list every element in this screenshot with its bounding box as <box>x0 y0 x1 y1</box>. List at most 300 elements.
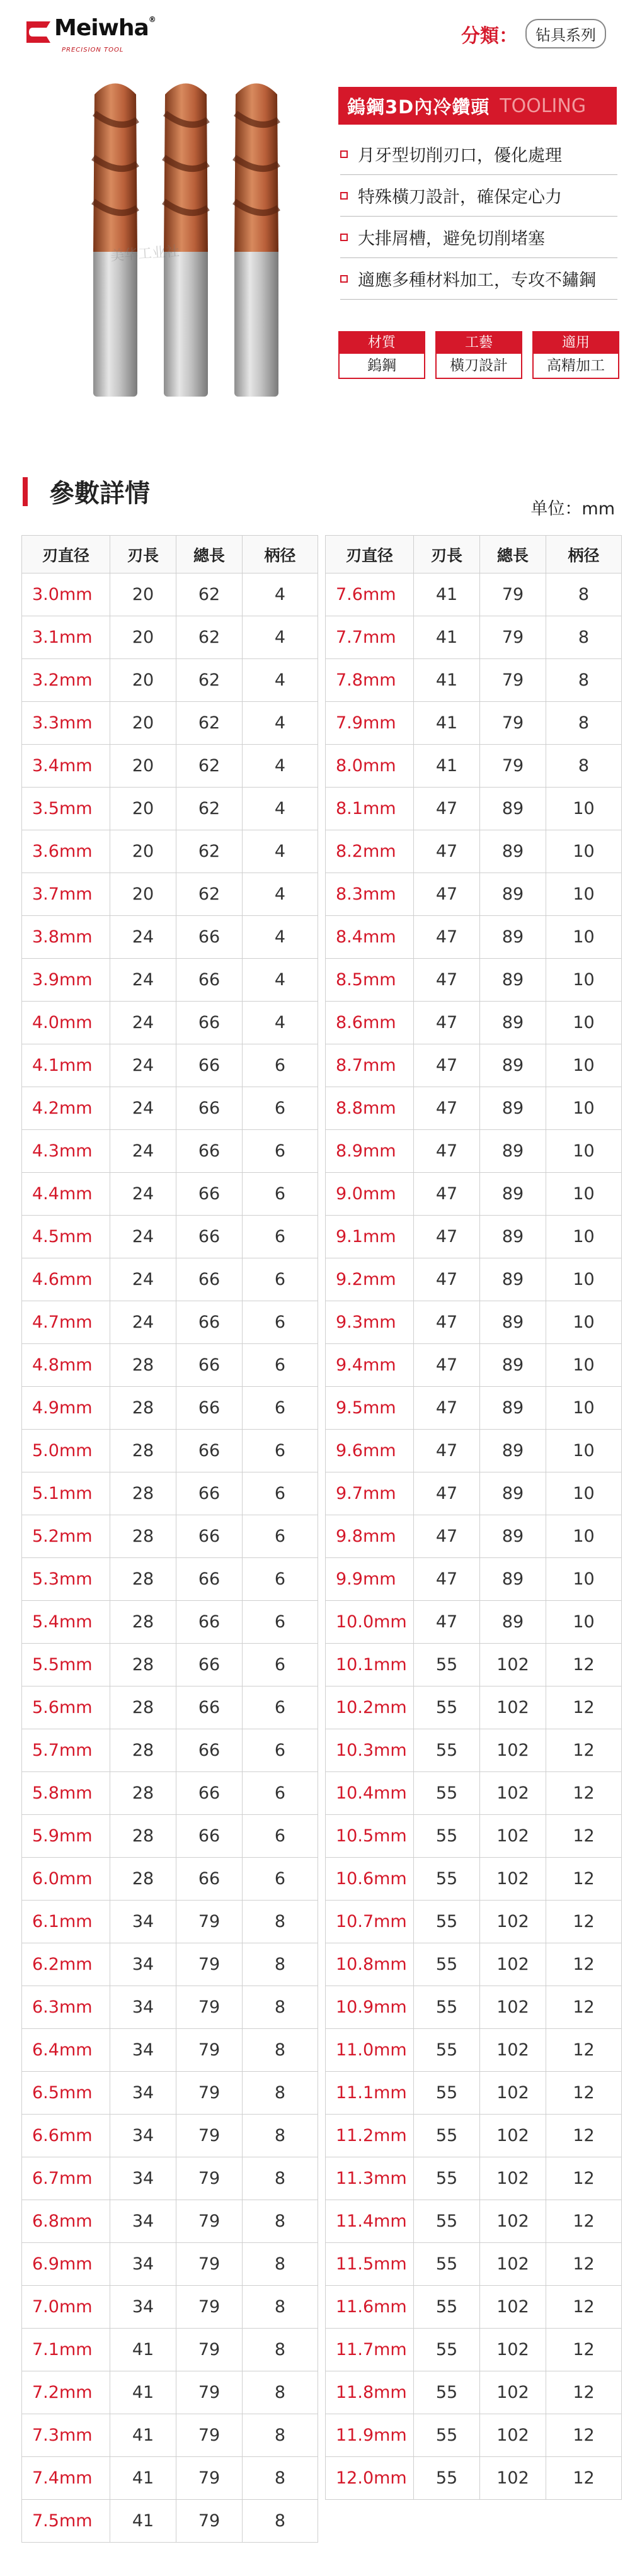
cell-flute-length: 24 <box>110 1216 176 1258</box>
cell-diameter: 6.2mm <box>22 1943 110 1986</box>
cell-shank-diameter: 10 <box>546 1087 622 1130</box>
table-row <box>22 1943 318 1986</box>
table-row <box>326 1430 622 1472</box>
cell-diameter: 4.3mm <box>22 1130 110 1173</box>
category-indicator <box>461 19 606 48</box>
cell-diameter: 5.9mm <box>22 1815 110 1858</box>
cell-total-length: 66 <box>176 1044 243 1087</box>
tag-heading: 工藝 <box>437 332 521 354</box>
cell-diameter: 4.2mm <box>22 1087 110 1130</box>
cell-total-length: 66 <box>176 1686 243 1729</box>
cell-flute-length: 47 <box>414 873 480 916</box>
feature-text: 特殊橫刀設計，確保定心力 <box>358 188 562 207</box>
table-row <box>22 1130 318 1173</box>
table-row <box>326 616 622 659</box>
cell-shank-diameter: 6 <box>243 1558 318 1601</box>
table-row <box>326 1644 622 1686</box>
cell-flute-length: 24 <box>110 1301 176 1344</box>
table-row <box>22 1301 318 1344</box>
cell-diameter: 8.3mm <box>326 873 414 916</box>
table-row <box>326 2115 622 2157</box>
square-bullet-icon <box>340 150 348 158</box>
cell-diameter: 4.9mm <box>22 1387 110 1430</box>
cell-total-length: 102 <box>480 2200 546 2243</box>
cell-total-length: 89 <box>480 873 546 916</box>
cell-flute-length: 20 <box>110 616 176 659</box>
table-body <box>22 573 318 2543</box>
cell-shank-diameter: 12 <box>546 1943 622 1986</box>
table-row <box>326 1258 622 1301</box>
table-row <box>326 1686 622 1729</box>
cell-flute-length: 20 <box>110 745 176 788</box>
cell-flute-length: 28 <box>110 1472 176 1515</box>
drill-right <box>234 84 278 397</box>
cell-total-length: 62 <box>176 788 243 830</box>
cell-shank-diameter: 10 <box>546 1130 622 1173</box>
cell-total-length: 102 <box>480 1858 546 1901</box>
cell-total-length: 102 <box>480 1686 546 1729</box>
cell-shank-diameter: 6 <box>243 1601 318 1644</box>
table-header-row <box>22 536 318 573</box>
cell-diameter: 5.0mm <box>22 1430 110 1472</box>
table-row <box>326 1044 622 1087</box>
cell-flute-length: 47 <box>414 1344 480 1387</box>
brand-name: Meiwha® <box>54 15 156 41</box>
cell-total-length: 102 <box>480 2457 546 2500</box>
cell-flute-length: 55 <box>414 2072 480 2115</box>
cell-flute-length: 47 <box>414 1430 480 1472</box>
table-row <box>22 1815 318 1858</box>
brand-logo <box>23 11 168 58</box>
cell-flute-length: 28 <box>110 1430 176 1472</box>
cell-total-length: 89 <box>480 830 546 873</box>
cell-diameter: 9.7mm <box>326 1472 414 1515</box>
spec-tags <box>338 331 619 379</box>
cell-shank-diameter: 6 <box>243 1472 318 1515</box>
cell-total-length: 89 <box>480 959 546 1002</box>
table-row <box>326 2200 622 2243</box>
cell-total-length: 79 <box>176 2243 243 2286</box>
cell-total-length: 89 <box>480 1601 546 1644</box>
cell-shank-diameter: 6 <box>243 1258 318 1301</box>
table-row <box>22 2371 318 2414</box>
table-row <box>326 2157 622 2200</box>
cell-flute-length: 41 <box>110 2500 176 2543</box>
cell-total-length: 89 <box>480 1430 546 1472</box>
cell-shank-diameter: 8 <box>243 2072 318 2115</box>
cell-shank-diameter: 10 <box>546 788 622 830</box>
cell-flute-length: 55 <box>414 2243 480 2286</box>
cell-flute-length: 41 <box>110 2371 176 2414</box>
table-row <box>22 2243 318 2286</box>
table-row <box>22 1515 318 1558</box>
cell-diameter: 9.9mm <box>326 1558 414 1601</box>
cell-total-length: 66 <box>176 1815 243 1858</box>
cell-diameter: 11.3mm <box>326 2157 414 2200</box>
table-row <box>326 2286 622 2329</box>
table-row <box>326 573 622 616</box>
cell-diameter: 4.0mm <box>22 1002 110 1044</box>
feature-list <box>340 133 617 300</box>
tag-heading: 適用 <box>534 332 618 354</box>
cell-total-length: 62 <box>176 616 243 659</box>
table-row <box>326 1558 622 1601</box>
section-accent-bar <box>23 477 28 506</box>
cell-total-length: 79 <box>176 2072 243 2115</box>
cell-flute-length: 55 <box>414 2029 480 2072</box>
cell-diameter: 7.9mm <box>326 702 414 745</box>
cell-flute-length: 55 <box>414 1986 480 2029</box>
cell-diameter: 11.4mm <box>326 2200 414 2243</box>
table-row <box>22 2414 318 2457</box>
cell-total-length: 89 <box>480 1173 546 1216</box>
cell-shank-diameter: 12 <box>546 2157 622 2200</box>
cell-total-length: 102 <box>480 1986 546 2029</box>
cell-shank-diameter: 6 <box>243 1772 318 1815</box>
tag-value: 橫刀設計 <box>450 358 508 374</box>
table-row <box>326 1515 622 1558</box>
cell-shank-diameter: 10 <box>546 830 622 873</box>
cell-diameter: 4.5mm <box>22 1216 110 1258</box>
tag-value: 高精加工 <box>547 358 605 374</box>
cell-flute-length: 55 <box>414 2457 480 2500</box>
cell-flute-length: 55 <box>414 1858 480 1901</box>
cell-flute-length: 55 <box>414 1686 480 1729</box>
cell-shank-diameter: 6 <box>243 1515 318 1558</box>
cell-flute-length: 55 <box>414 2200 480 2243</box>
cell-shank-diameter: 6 <box>243 1387 318 1430</box>
table-row <box>326 2072 622 2115</box>
table-row <box>326 1472 622 1515</box>
cell-flute-length: 34 <box>110 1943 176 1986</box>
cell-total-length: 66 <box>176 1772 243 1815</box>
cell-shank-diameter: 10 <box>546 1002 622 1044</box>
cell-total-length: 89 <box>480 916 546 959</box>
table-row <box>22 1729 318 1772</box>
cell-flute-length: 55 <box>414 2157 480 2200</box>
cell-diameter: 6.4mm <box>22 2029 110 2072</box>
cell-shank-diameter: 12 <box>546 2243 622 2286</box>
cell-total-length: 89 <box>480 1472 546 1515</box>
cell-total-length: 62 <box>176 573 243 616</box>
cell-shank-diameter: 12 <box>546 2286 622 2329</box>
cell-diameter: 3.2mm <box>22 659 110 702</box>
feature-item <box>340 217 617 258</box>
cell-total-length: 66 <box>176 1858 243 1901</box>
cell-diameter: 5.8mm <box>22 1772 110 1815</box>
cell-diameter: 9.6mm <box>326 1430 414 1472</box>
cell-flute-length: 55 <box>414 1772 480 1815</box>
table-row <box>22 1387 318 1430</box>
cell-flute-length: 28 <box>110 1515 176 1558</box>
cell-total-length: 79 <box>480 616 546 659</box>
cell-flute-length: 41 <box>414 616 480 659</box>
cell-shank-diameter: 10 <box>546 1430 622 1472</box>
meiwha-logo-icon <box>23 16 54 48</box>
cell-shank-diameter: 12 <box>546 1644 622 1686</box>
cell-diameter: 3.7mm <box>22 873 110 916</box>
cell-diameter: 7.7mm <box>326 616 414 659</box>
cell-shank-diameter: 4 <box>243 873 318 916</box>
unit-label: 单位：mm <box>530 499 615 519</box>
table-row <box>326 830 622 873</box>
cell-diameter: 11.1mm <box>326 2072 414 2115</box>
cell-diameter: 7.8mm <box>326 659 414 702</box>
cell-shank-diameter: 6 <box>243 1858 318 1901</box>
cell-diameter: 3.1mm <box>22 616 110 659</box>
cell-total-length: 79 <box>176 2414 243 2457</box>
product-title-en: TOOLING <box>500 94 587 117</box>
cell-shank-diameter: 4 <box>243 745 318 788</box>
cell-total-length: 79 <box>480 745 546 788</box>
cell-flute-length: 24 <box>110 959 176 1002</box>
cell-total-length: 79 <box>480 702 546 745</box>
cell-flute-length: 24 <box>110 1002 176 1044</box>
cell-diameter: 3.9mm <box>22 959 110 1002</box>
cell-shank-diameter: 8 <box>243 2371 318 2414</box>
cell-shank-diameter: 6 <box>243 1044 318 1087</box>
cell-shank-diameter: 10 <box>546 1472 622 1515</box>
cell-diameter: 10.4mm <box>326 1772 414 1815</box>
cell-total-length: 89 <box>480 1258 546 1301</box>
cell-shank-diameter: 4 <box>243 959 318 1002</box>
cell-total-length: 102 <box>480 2371 546 2414</box>
cell-flute-length: 20 <box>110 659 176 702</box>
cell-flute-length: 55 <box>414 1943 480 1986</box>
cell-flute-length: 28 <box>110 1815 176 1858</box>
cell-flute-length: 28 <box>110 1387 176 1430</box>
table-row <box>22 2500 318 2543</box>
cell-diameter: 10.1mm <box>326 1644 414 1686</box>
cell-total-length: 79 <box>176 2029 243 2072</box>
cell-diameter: 8.8mm <box>326 1087 414 1130</box>
cell-diameter: 8.7mm <box>326 1044 414 1087</box>
cell-diameter: 10.3mm <box>326 1729 414 1772</box>
cell-total-length: 79 <box>176 2157 243 2200</box>
header-flute-length: 刃長 <box>414 536 480 573</box>
cell-shank-diameter: 6 <box>243 1216 318 1258</box>
cell-total-length: 89 <box>480 1130 546 1173</box>
table-row <box>326 1815 622 1858</box>
cell-shank-diameter: 8 <box>243 2157 318 2200</box>
cell-diameter: 10.7mm <box>326 1901 414 1943</box>
cell-flute-length: 55 <box>414 1644 480 1686</box>
cell-total-length: 79 <box>176 2115 243 2157</box>
cell-flute-length: 28 <box>110 1686 176 1729</box>
cell-diameter: 9.5mm <box>326 1387 414 1430</box>
table-body <box>326 573 622 2500</box>
cell-total-length: 66 <box>176 1258 243 1301</box>
cell-shank-diameter: 4 <box>243 1002 318 1044</box>
cell-shank-diameter: 12 <box>546 1901 622 1943</box>
cell-shank-diameter: 8 <box>243 2329 318 2371</box>
cell-diameter: 11.0mm <box>326 2029 414 2072</box>
table-row <box>22 1258 318 1301</box>
cell-diameter: 10.6mm <box>326 1858 414 1901</box>
cell-diameter: 5.6mm <box>22 1686 110 1729</box>
cell-shank-diameter: 12 <box>546 1686 622 1729</box>
cell-flute-length: 47 <box>414 1002 480 1044</box>
cell-shank-diameter: 10 <box>546 1601 622 1644</box>
cell-diameter: 3.3mm <box>22 702 110 745</box>
cell-flute-length: 47 <box>414 830 480 873</box>
cell-total-length: 79 <box>176 2329 243 2371</box>
tag-value: 鎢鋼 <box>367 358 396 374</box>
cell-shank-diameter: 4 <box>243 659 318 702</box>
cell-diameter: 3.6mm <box>22 830 110 873</box>
cell-shank-diameter: 6 <box>243 1430 318 1472</box>
table-row <box>326 1943 622 1986</box>
cell-flute-length: 55 <box>414 1901 480 1943</box>
cell-diameter: 9.1mm <box>326 1216 414 1258</box>
cell-diameter: 9.3mm <box>326 1301 414 1344</box>
cell-diameter: 7.5mm <box>22 2500 110 2543</box>
table-row <box>326 959 622 1002</box>
table-row <box>22 616 318 659</box>
table-row <box>326 2414 622 2457</box>
cell-total-length: 102 <box>480 2329 546 2371</box>
cell-total-length: 66 <box>176 1087 243 1130</box>
table-row <box>326 2329 622 2371</box>
cell-total-length: 66 <box>176 1601 243 1644</box>
cell-flute-length: 41 <box>414 702 480 745</box>
feature-item <box>340 175 617 217</box>
cell-shank-diameter: 6 <box>243 1344 318 1387</box>
cell-total-length: 66 <box>176 1472 243 1515</box>
cell-shank-diameter: 10 <box>546 1173 622 1216</box>
cell-diameter: 10.0mm <box>326 1601 414 1644</box>
cell-shank-diameter: 8 <box>546 745 622 788</box>
cell-flute-length: 34 <box>110 2115 176 2157</box>
cell-flute-length: 41 <box>110 2329 176 2371</box>
cell-diameter: 11.9mm <box>326 2414 414 2457</box>
cell-shank-diameter: 12 <box>546 2115 622 2157</box>
cell-shank-diameter: 6 <box>243 1130 318 1173</box>
table-row <box>22 2457 318 2500</box>
cell-flute-length: 55 <box>414 2286 480 2329</box>
cell-diameter: 4.4mm <box>22 1173 110 1216</box>
cell-diameter: 6.1mm <box>22 1901 110 1943</box>
cell-shank-diameter: 12 <box>546 2200 622 2243</box>
cell-total-length: 89 <box>480 788 546 830</box>
cell-total-length: 79 <box>176 2500 243 2543</box>
cell-diameter: 3.5mm <box>22 788 110 830</box>
cell-shank-diameter: 8 <box>546 616 622 659</box>
cell-diameter: 7.0mm <box>22 2286 110 2329</box>
cell-flute-length: 34 <box>110 2157 176 2200</box>
cell-flute-length: 34 <box>110 1901 176 1943</box>
table-row <box>22 2115 318 2157</box>
square-bullet-icon <box>340 192 348 200</box>
cell-total-length: 89 <box>480 1002 546 1044</box>
cell-diameter: 6.7mm <box>22 2157 110 2200</box>
table-row <box>326 1216 622 1258</box>
cell-diameter: 7.2mm <box>22 2371 110 2414</box>
table-row <box>22 1002 318 1044</box>
feature-text: 月牙型切削刃口，優化處理 <box>358 146 562 166</box>
cell-diameter: 3.8mm <box>22 916 110 959</box>
cell-shank-diameter: 4 <box>243 916 318 959</box>
brand-subtitle: PRECISION TOOL <box>62 47 124 54</box>
table-row <box>22 1173 318 1216</box>
table-row <box>22 702 318 745</box>
product-title: 鎢鋼3D內冷鑽頭 <box>347 96 490 118</box>
table-row <box>22 2200 318 2243</box>
cell-total-length: 102 <box>480 1943 546 1986</box>
table-row <box>22 2029 318 2072</box>
cell-diameter: 6.5mm <box>22 2072 110 2115</box>
table-row <box>22 1644 318 1686</box>
cell-flute-length: 20 <box>110 830 176 873</box>
cell-flute-length: 20 <box>110 788 176 830</box>
cell-total-length: 62 <box>176 659 243 702</box>
cell-diameter: 4.6mm <box>22 1258 110 1301</box>
header-total-length: 總長 <box>176 536 243 573</box>
cell-flute-length: 20 <box>110 573 176 616</box>
cell-flute-length: 24 <box>110 1087 176 1130</box>
category-badge[interactable]: 钻具系列 <box>525 19 606 48</box>
cell-flute-length: 55 <box>414 2329 480 2371</box>
cell-total-length: 79 <box>176 2371 243 2414</box>
table-row <box>326 659 622 702</box>
cell-total-length: 102 <box>480 2072 546 2115</box>
table-row <box>22 659 318 702</box>
cell-diameter: 7.1mm <box>22 2329 110 2371</box>
cell-total-length: 66 <box>176 1344 243 1387</box>
cell-flute-length: 47 <box>414 1087 480 1130</box>
cell-diameter: 8.1mm <box>326 788 414 830</box>
cell-shank-diameter: 10 <box>546 873 622 916</box>
cell-shank-diameter: 8 <box>243 2115 318 2157</box>
cell-shank-diameter: 6 <box>243 1173 318 1216</box>
cell-diameter: 4.8mm <box>22 1344 110 1387</box>
cell-total-length: 79 <box>176 2457 243 2500</box>
cell-total-length: 62 <box>176 745 243 788</box>
cell-shank-diameter: 12 <box>546 2414 622 2457</box>
table-row <box>326 1002 622 1044</box>
cell-flute-length: 41 <box>414 745 480 788</box>
cell-total-length: 66 <box>176 1173 243 1216</box>
cell-diameter: 10.8mm <box>326 1943 414 1986</box>
cell-diameter: 11.7mm <box>326 2329 414 2371</box>
cell-flute-length: 41 <box>414 573 480 616</box>
cell-total-length: 79 <box>176 1943 243 1986</box>
cell-flute-length: 34 <box>110 2200 176 2243</box>
cell-total-length: 62 <box>176 830 243 873</box>
cell-total-length: 79 <box>176 1986 243 2029</box>
cell-total-length: 66 <box>176 916 243 959</box>
cell-flute-length: 47 <box>414 959 480 1002</box>
cell-shank-diameter: 4 <box>243 702 318 745</box>
table-row <box>22 2329 318 2371</box>
cell-total-length: 102 <box>480 2414 546 2457</box>
cell-shank-diameter: 12 <box>546 2457 622 2500</box>
cell-diameter: 4.1mm <box>22 1044 110 1087</box>
table-row <box>326 1344 622 1387</box>
cell-diameter: 11.2mm <box>326 2115 414 2157</box>
table-row <box>326 1729 622 1772</box>
table-row <box>326 1130 622 1173</box>
cell-flute-length: 47 <box>414 1515 480 1558</box>
table-row <box>326 2457 622 2500</box>
table-row <box>326 788 622 830</box>
cell-shank-diameter: 8 <box>243 2414 318 2457</box>
cell-diameter: 5.3mm <box>22 1558 110 1601</box>
feature-text: 大排屑槽，避免切削堵塞 <box>358 229 545 249</box>
cell-flute-length: 47 <box>414 1044 480 1087</box>
header-diameter: 刃直径 <box>22 536 110 573</box>
cell-diameter: 11.8mm <box>326 2371 414 2414</box>
